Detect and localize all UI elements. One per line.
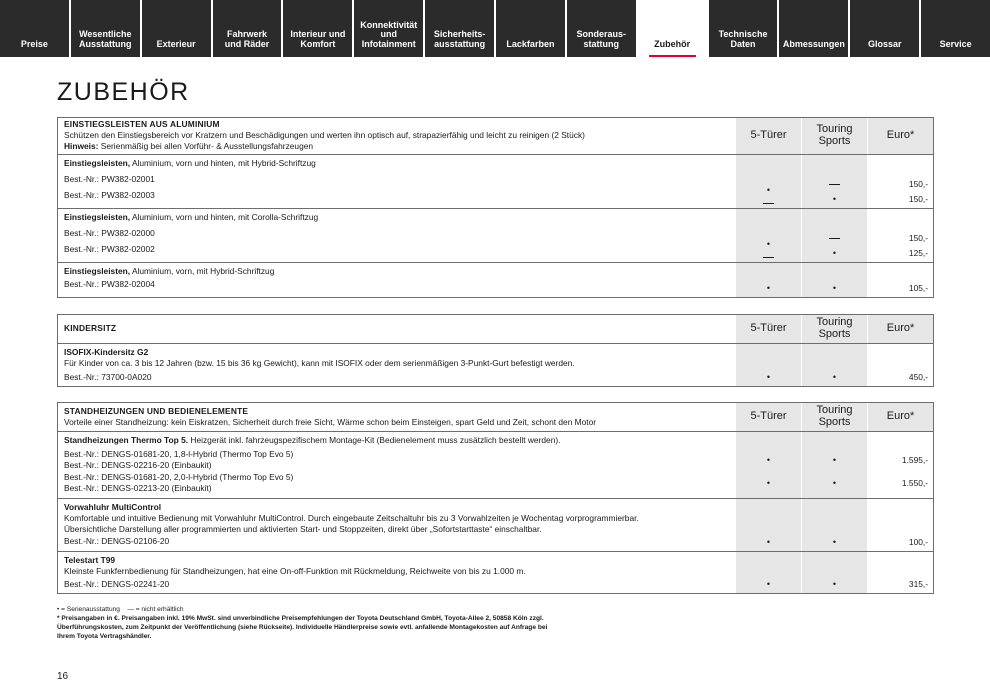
tab-lackfarben[interactable]: Lackfarben (496, 0, 565, 57)
order-number: Best.-Nr.: PW382-02001 (64, 173, 155, 184)
tab-glossar[interactable]: Glossar (850, 0, 919, 57)
section-title: KINDERSITZ (64, 323, 117, 334)
availability-standard: • (766, 455, 771, 465)
availability-standard: • (766, 372, 771, 382)
table-header (58, 403, 933, 431)
price-footnote: * Preisangaben in €. Preisangaben inkl. 19% MwSt. sind unverbindliche Preisempfehlungen der Toyota Deutschland GmbH, Toyota-Allee 2, 50858 Köln zzgl. Überführungskosten, zum Zeitpunkt der Veröffentlichung (siehe Rückseite). Individuelle Händlerpreise sowie evtl. anfallende Montagekosten auf Anfrage bei Ihrem Toyota Vertragshändler. (57, 614, 548, 640)
table-row (58, 343, 933, 386)
table-standheizungen (57, 402, 934, 594)
availability-standard: • (766, 537, 771, 547)
price: 1.550,- (901, 478, 928, 488)
section-title: EINSTIEGSLEISTEN AUS ALUMINIUM (64, 119, 220, 130)
section-title: STANDHEIZUNGEN UND BEDIENELEMENTE (64, 405, 249, 416)
table-row (58, 154, 933, 208)
tab-fahrwerk[interactable]: Fahrwerk und Räder (213, 0, 282, 57)
column-header-euro: Euro* (867, 118, 933, 154)
item-title: Standheizungen Thermo Top 5. Heizgerät inkl. fahrzeugspezifischem Montage-Kit (Bedienelement muss zusätzlich bestellt werden). (64, 435, 561, 445)
tab-sicherheit[interactable]: Sicherheits- ausstattung (425, 0, 494, 57)
tab-exterieur[interactable]: Exterieur (142, 0, 211, 57)
order-number: Best.-Nr.: PW382-02003 (64, 189, 155, 200)
item-title: Einstiegsleisten, Aluminium, vorn und hinten, mit Hybrid-Schriftzug (64, 158, 316, 168)
availability-standard: • (766, 239, 771, 249)
availability-not-available (829, 238, 840, 239)
table-header (58, 315, 933, 343)
tab-konnektivitaet[interactable]: Konnektivität und Infotainment (354, 0, 423, 57)
item-description: Für Kinder von ca. 3 bis 12 Jahren (bzw. 15 bis 36 kg Gewicht), kann mit ISOFIX oder dem serienmäßigen 3-Punkt-Gurt befestigt werden. (64, 357, 575, 368)
section-hint: Hinweis: Serienmäßig bei allen Vorführ- & Ausstellungsfahrzeugen (64, 140, 314, 151)
availability-not-available (829, 184, 840, 185)
legend (57, 606, 547, 642)
column-header-touring-sports: Touring Sports (801, 403, 867, 431)
availability-standard: • (832, 194, 837, 204)
order-number: Best.-Nr.: DENGS-02106-20 (64, 536, 170, 547)
column-header-5-tuerer: 5-Türer (735, 403, 801, 431)
tab-abmessungen[interactable]: Abmessungen (779, 0, 848, 57)
column-header-touring-sports: Touring Sports (801, 315, 867, 343)
item-title: Telestart T99 (64, 555, 116, 565)
item-title: Einstiegsleisten, Aluminium, vorn und hinten, mit Corolla-Schriftzug (64, 212, 319, 222)
availability-standard: • (832, 455, 837, 465)
legend-not-available: — = nicht erhältlich (127, 606, 184, 613)
price: 450,- (908, 372, 928, 382)
column-header-5-tuerer: 5-Türer (735, 118, 801, 154)
page-title: ZUBEHÖR (57, 78, 190, 106)
table-row (58, 431, 933, 498)
column-header-euro: Euro* (867, 403, 933, 431)
section-intro: Schützen den Einstiegsbereich vor Kratzern und Beschädigungen und werten ihn optisch auf, strapazierfähig und leicht zu reinigen (2 Stück) (64, 130, 585, 141)
section-intro: Vorteile einer Standheizung: kein Eiskratzen, Sicherheit durch freie Sicht, Wärme schon beim Einsteigen, spart Geld und Zeit, schont den Motor (64, 416, 597, 427)
table-row (58, 262, 933, 297)
price: 100,- (908, 537, 928, 547)
order-number: Best.-Nr.: PW382-02002 (64, 243, 155, 254)
availability-standard: • (832, 478, 837, 488)
table-row (58, 498, 933, 551)
price: 1.595,- (901, 455, 928, 465)
price: 150,- (908, 233, 928, 243)
tab-sonderausstattung[interactable]: Sonderaus- stattung (567, 0, 636, 57)
item-description: Kleinste Funkfernbedienung für Standheizungen, hat eine On-off-Funktion mit Rückmeldung, Reichweite von bis zu 1.000 m. (64, 565, 526, 576)
price: 105,- (908, 283, 928, 293)
table-row (58, 208, 933, 262)
item-title: Vorwahluhr MultiControl (64, 502, 162, 512)
item-description: Komfortable und intuitive Bedienung mit Vorwahluhr MultiControl. Durch eingebaute Zeitschaltuhr bis zu 3 Vorwahlzeiten je Wochentag vorprogrammierbar. Übersichtliche Darstellung aller programmierten und aktivierten Start- und Stoppzeiten, direkt über „Sofortstarttaste“ einschaltbar. (64, 512, 639, 534)
availability-not-available (763, 257, 774, 258)
column-header-touring-sports: Touring Sports (801, 118, 867, 154)
availability-standard: • (766, 478, 771, 488)
price: 150,- (908, 179, 928, 189)
table-row (58, 551, 933, 593)
page-number: 16 (57, 671, 69, 682)
tab-wesentliche-ausstattung[interactable]: Wesentliche Ausstattung (71, 0, 140, 57)
availability-not-available (763, 203, 774, 204)
availability-standard: • (832, 579, 837, 589)
availability-standard: • (832, 537, 837, 547)
availability-standard: • (832, 248, 837, 258)
price: 150,- (908, 194, 928, 204)
table-kindersitz (57, 314, 934, 387)
order-number: Best.-Nr.: DENGS-01681-20, 1,8-l-Hybrid (Thermo Top Evo 5) Best.-Nr.: DENGS-02216-20 (Einbaukit) (64, 448, 294, 470)
tab-interieur[interactable]: Interieur und Komfort (283, 0, 352, 57)
tab-technische-daten[interactable]: Technische Daten (709, 0, 778, 57)
column-header-euro: Euro* (867, 315, 933, 343)
availability-standard: • (832, 372, 837, 382)
item-title: ISOFIX-Kindersitz G2 (64, 347, 149, 357)
item-title: Einstiegsleisten, Aluminium, vorn, mit Hybrid-Schriftzug (64, 266, 275, 276)
price: 125,- (908, 248, 928, 258)
order-number: Best.-Nr.: DENGS-01681-20, 2,0-l-Hybrid (Thermo Top Evo 5) Best.-Nr.: DENGS-02213-20 (Einbaukit) (64, 472, 294, 493)
tab-zubehoer[interactable]: Zubehör (638, 0, 707, 57)
order-number: Best.-Nr.: 73700-0A020 (64, 371, 152, 382)
table-header (58, 118, 933, 154)
availability-standard: • (766, 283, 771, 293)
order-number: Best.-Nr.: PW382-02000 (64, 227, 155, 238)
table-einstiegsleisten (57, 117, 934, 298)
legend-standard: • = Serienausstattung (57, 606, 120, 613)
availability-standard: • (832, 283, 837, 293)
order-number: Best.-Nr.: DENGS-02241-20 (64, 578, 170, 589)
tab-preise[interactable]: Preise (0, 0, 69, 57)
price: 315,- (908, 579, 928, 589)
top-navigation (0, 0, 990, 57)
column-header-5-tuerer: 5-Türer (735, 315, 801, 343)
availability-standard: • (766, 185, 771, 195)
tab-service[interactable]: Service (921, 0, 990, 57)
order-number: Best.-Nr.: PW382-02004 (64, 278, 155, 289)
availability-standard: • (766, 579, 771, 589)
